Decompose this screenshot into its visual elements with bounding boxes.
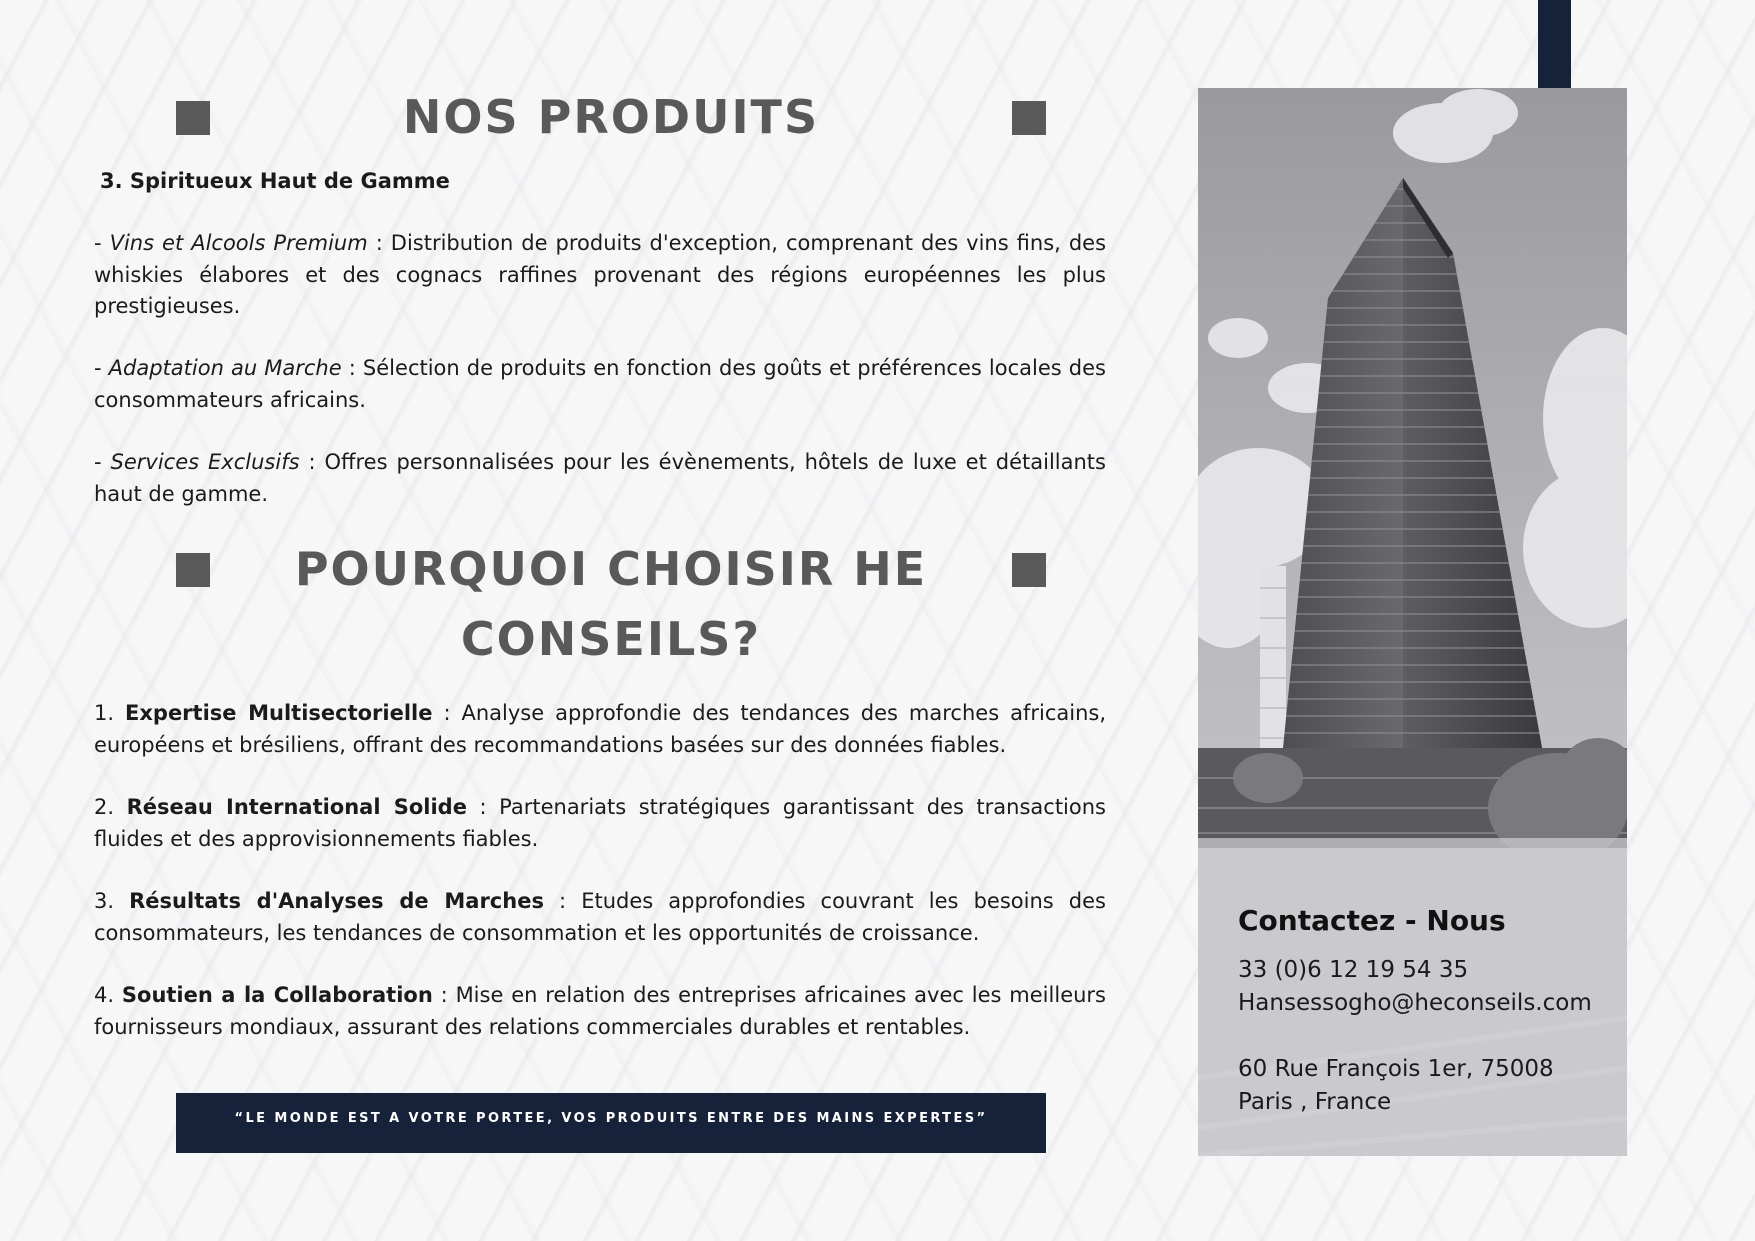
why-item-text: : Analyse approfondie des tendances des marches africains, européens et brésiliens, offrant des recommandations basées sur des données fiables.: [94, 701, 1106, 757]
product-item-label: Vins et Alcools Premium: [109, 231, 368, 255]
product-item: - Vins et Alcools Premium : Distribution de produits d'exception, comprenant des vins fins, des whiskies élabores et des cognacs raffines provenant des régions européennes les plus prestigieuses.: [94, 231, 1107, 318]
contact-email[interactable]: Hansessogho@heconseils.com: [1238, 990, 1592, 1016]
product-item-label: Services Exclusifs: [110, 450, 300, 474]
why-item-number: 4.: [94, 983, 115, 1007]
contact-title: Contactez - Nous: [1238, 904, 1506, 937]
why-item-text: : Etudes approfondies couvrant les besoins des consommateurs, les tendances de consommation et les opportunités de croissance.: [94, 889, 1106, 945]
why-item-text: : Mise en relation des entreprises africaines avec les meilleurs fournisseurs mondiaux, assurant des relations commerciales durables et rentables.: [94, 983, 1106, 1039]
why-item-label: Expertise Multisectorielle: [125, 701, 433, 725]
contact-address-line1: 60 Rue François 1er, 75008: [1238, 1056, 1554, 1082]
why-item: [94, 792, 1106, 855]
product-item: - Adaptation au Marche : Sélection de produits en fonction des goûts et préférences locales des consommateurs africains.: [94, 356, 1106, 412]
quote-text: “LE MONDE EST A VOTRE PORTEE, VOS PRODUITS ENTRE DES MAINS EXPERTES”: [234, 1110, 988, 1126]
why-item-number: 1.: [94, 701, 115, 725]
contact-phone[interactable]: 33 (0)6 12 19 54 35: [1238, 957, 1469, 983]
square-bullet-icon: [1012, 101, 1046, 135]
why-item-number: 2.: [94, 795, 115, 819]
why-heading-row: [176, 534, 1046, 674]
why-item-label: Réseau International Solide: [126, 795, 467, 819]
product-item-text: : Distribution de produits d'exception, comprenant des vins fins, des whiskies élabores et des cognacs raffines provenant des régions européennes les plus prestigieuses.: [94, 231, 1107, 318]
products-title: NOS PRODUITS: [402, 90, 820, 144]
product-item: - Services Exclusifs : Offres personnalisées pour les évènements, hôtels de luxe et détaillants haut de gamme.: [94, 450, 1106, 506]
why-title: POURQUOI CHOISIR HE CONSEILS?: [294, 542, 928, 666]
quote-banner: [176, 1093, 1046, 1153]
why-item-label: Soutien a la Collaboration: [121, 983, 433, 1007]
products-subtitle: 3. Spiritueux Haut de Gamme: [100, 169, 450, 193]
why-item-label: Résultats d'Analyses de Marches: [129, 889, 544, 913]
why-item-number: 3.: [94, 889, 115, 913]
why-item: [94, 886, 1106, 949]
why-item-text: : Partenariats stratégiques garantissant des transactions fluides et des approvisionnements fiables.: [94, 795, 1106, 851]
products-heading-row: [176, 82, 1046, 152]
why-item: [94, 698, 1106, 761]
why-item: [94, 980, 1106, 1043]
square-bullet-icon: [176, 553, 210, 587]
contact-address-line2: Paris , France: [1238, 1089, 1392, 1115]
square-bullet-icon: [1012, 553, 1046, 587]
product-item-label: Adaptation au Marche: [108, 356, 342, 380]
product-item-text: : Offres personnalisées pour les évènements, hôtels de luxe et détaillants haut de gamme.: [94, 450, 1106, 506]
square-bullet-icon: [176, 101, 210, 135]
product-item-text: : Sélection de produits en fonction des goûts et préférences locales des consommateurs africains.: [94, 356, 1106, 412]
